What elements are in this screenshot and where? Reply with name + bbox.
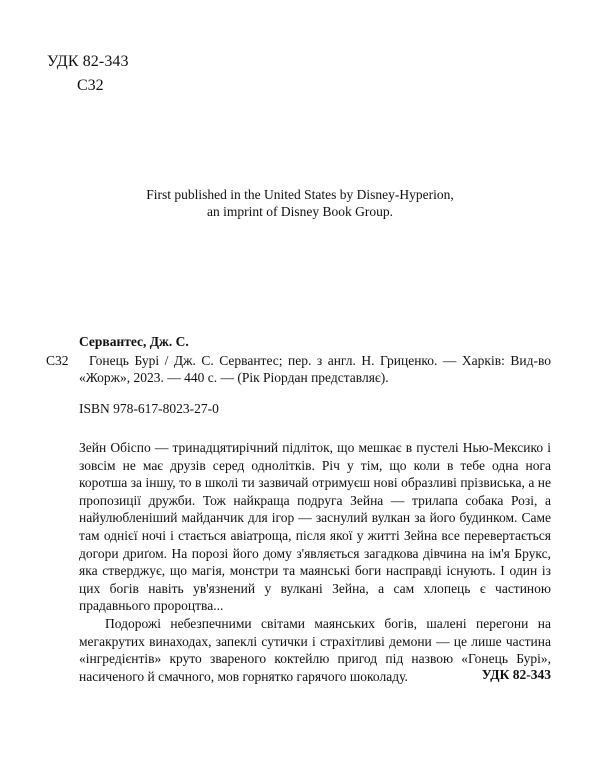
isbn: ISBN 978-617-8023-27-0 [79,401,219,416]
udk-classification: УДК 82-343 [47,53,129,70]
udk-footer: УДК 82-343 [481,667,551,682]
publication-line-1: First published in the United States by Disney-Hyperion, [146,187,454,202]
annotation-paragraph-1: Зейн Обіспо — тринадцятирічний підліток, що мешкає в пустелі Нью-Мексико і зовсім не має друзів серед однолітків. Річ у тім, що коли в тебе одна нога коротша за іншу, то в школі ти зазвичай отримуєш нові образливі прізвиська, а не пропозиції дружби. Тож найкраща подруга Зейна — трилапа собака Розі, а найулюбленіший майданчик для ігор — заснулий вулкан за його будинком. Саме там однієї ночі і стається авіатроща, після якої у житті Зейна все перевертається догори дриґом. На порозі його дому з'являється загадкова дівчина на ім'я Брукс, яка стверджує, що магія, монстри та маянські боги насправді існують. І один із цих богів навіть ув'язнений у вулкані Зейна, а сам хлопець є частиною прадавнього пророцтва... [79,440,551,614]
author-sign-code: С32 [77,77,104,94]
catalog-description: Гонець Бурі / Дж. С. Сервантес; пер. з англ. Н. Гриценко. — Харків: Вид-во «Жорж», 2023. — 440 с. — (Рік Ріордан представляє). [79,353,551,385]
catalog-code: С32 [46,353,69,368]
original-publication-notice [0,186,600,220]
catalog-author: Сервантес, Дж. С. [79,334,189,349]
publication-line-2: an imprint of Disney Book Group. [207,204,393,219]
annotation-paragraph-2: Подорожі небезпечними світами маянських богів, шалені перегони на мегакрутих винаходах, запеклі сутички і страхітливі демони — це лише частина «інгредієнтів» круто звареного коктейлю пригод під назвою «Гонець Бурі», насиченого й смачного, мов горнятко гарячого шоколаду. [79,615,551,684]
annotation [79,439,551,685]
